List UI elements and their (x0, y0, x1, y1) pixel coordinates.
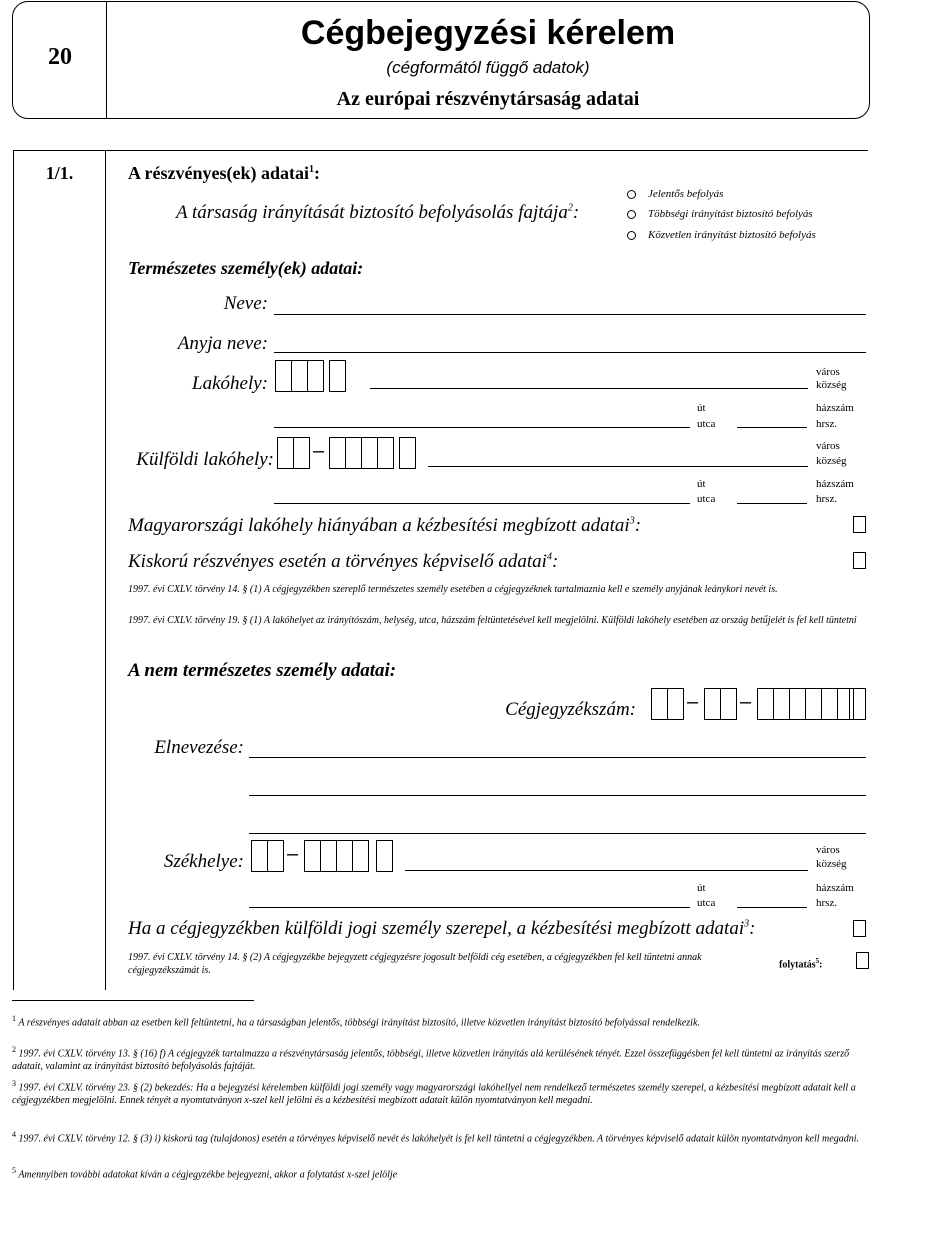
regno-serial-3[interactable] (789, 688, 806, 720)
residence-houseno-label: házszám (816, 402, 854, 414)
footnote-1-text: A részvényes adatait abban az esetben kell feltüntetni, ha a társaságban jelentős, többségi irányítást biztosító, illetve közvetlen irányítást biztosító befolyással rendelkezik. (18, 1017, 700, 1029)
section-number: 1/1. (45, 163, 74, 183)
legal-name-label: Elnevezése: (154, 737, 244, 758)
footnote-1 (12, 1012, 872, 1029)
seat-postcode-1[interactable] (251, 840, 268, 872)
residence-label: Lakóhely: (192, 373, 268, 394)
foreign-postcode-1[interactable] (329, 437, 346, 469)
mother-field[interactable] (274, 352, 866, 353)
residence-street-label: utca (697, 418, 716, 430)
foreign-houseno-field[interactable] (737, 503, 807, 504)
legal-note: 1997. évi CXLV. törvény 14. § (2) A cégjegyzékbe bejegyzett cégjegyzésre jogosult belföldi cég esetében, a cégjegyzékben fel kell tüntetni annak cégjegyzékszámát is. (128, 952, 702, 976)
section-heading-sup: 1 (308, 164, 314, 175)
regno-label: Cégjegyzékszám: (505, 699, 636, 720)
agent-label-sup: 3 (629, 515, 635, 527)
radio-majority-label: Többségi irányítást biztosító befolyás (648, 208, 813, 220)
seat-street-field[interactable] (249, 907, 690, 908)
residence-postcode-1[interactable] (275, 360, 292, 392)
regno-dash-1: – (687, 691, 699, 713)
seat-postcode-6[interactable] (352, 840, 369, 872)
footnote-4-text: 1997. évi CXLV. törvény 12. § (3) i) kiskorú tag (tulajdonos) esetén a törvényes képviselő nevét és lakóhelyét is fel kell tüntetni a cégjegyzékben. A törvényes képviselő adatait külön nyomtatványon kell megadni. (18, 1133, 859, 1145)
continuation-label-sup: 5 (815, 957, 820, 965)
seat-street-label: utca (697, 897, 716, 909)
legal-name-field-3[interactable] (249, 833, 866, 834)
radio-significant[interactable] (627, 190, 636, 199)
agent-checkbox[interactable] (853, 516, 866, 533)
natural-note: 1997. évi CXLV. törvény 14. § (1) A cégjegyzékben szereplő természetes személy esetében a cégjegyzéknek tartalmaznia kell e személy anyjának leánykori nevét is. (128, 584, 778, 595)
seat-label: Székhelye: (163, 851, 244, 872)
foreign-agent-label-sup: 3 (744, 918, 750, 930)
foreign-postcode-5[interactable] (399, 437, 416, 469)
residence-postcode-4[interactable] (329, 360, 346, 392)
foreign-residence-label: Külföldi lakóhely: (136, 449, 274, 470)
legal-name-field-1[interactable] (249, 757, 866, 758)
foreign-village-label: község (816, 455, 847, 467)
radio-direct-label: Közvetlen irányítást biztosító befolyás (648, 229, 816, 241)
seat-road-label: út (697, 882, 706, 894)
seat-postcode-2[interactable] (267, 840, 284, 872)
regno-court-2[interactable] (667, 688, 684, 720)
footnote-1-num: 1 (12, 1014, 16, 1023)
seat-dash: – (287, 843, 299, 865)
seat-postcode-3[interactable] (304, 840, 321, 872)
page-number: 20 (48, 44, 72, 70)
name-label: Neve: (223, 293, 268, 314)
left-column-border (13, 150, 106, 990)
page-title: Cégbejegyzési kérelem (300, 14, 676, 52)
continuation-label-text: folytatás (779, 959, 816, 971)
footnote-4 (12, 1128, 872, 1145)
residence-city-label: város (816, 366, 840, 378)
seat-houseno-label: házszám (816, 882, 854, 894)
foreign-dash: – (313, 440, 325, 462)
seat-postcode-7[interactable] (376, 840, 393, 872)
regno-serial-7[interactable] (849, 688, 866, 720)
legal-heading: A nem természetes személy adatai: (128, 660, 397, 681)
regno-serial-4[interactable] (805, 688, 822, 720)
control-question-text: A társaság irányítását biztosító befolyásolás fajtája (176, 202, 568, 223)
foreign-lot-label: hrsz. (816, 493, 838, 505)
foreign-country-1[interactable] (277, 437, 294, 469)
seat-city-field[interactable] (405, 870, 808, 871)
continuation-checkbox[interactable] (856, 952, 869, 969)
radio-significant-label: Jelentős befolyás (648, 188, 724, 200)
legal-name-field-2[interactable] (249, 795, 866, 796)
section-heading: A részvényes(ek) adatai$^1$: (128, 163, 320, 183)
footnote-3-text: 1997. évi CXLV. törvény 23. § (2) bekezdés: Ha a bejegyzési kérelemben külföldi jogi személy vagy magyarországi lakóhellyel nem rendelkező természetes személy szerepel, a kézbesítési megbízott adatait kell a cégjegyzékben megjelölni. Ennek tényét a nyomtatványon x-szel kell jelölni és a kézbesítési megbízott adatait külön nyomtatványon kell megadni. (12, 1082, 856, 1107)
residence-village-label: község (816, 379, 847, 391)
footnote-2-text: 1997. évi CXLV. törvény 13. § (16) f) A cégjegyzék tartalmazza a részvénytársaság jelentős, többségi, illetve közvetlen irányítás alá kerülésének tényét. Ezzel összefüggésben fel kell tüntetni az irányítás szerző adatait, valamint az irányítást biztosító befolyásolás fajtáját. (12, 1048, 850, 1073)
seat-lot-label: hrsz. (816, 897, 838, 909)
footnote-3-num: 3 (12, 1079, 16, 1088)
name-field[interactable] (274, 314, 866, 315)
natural-heading: Természetes személy(ek) adatai: (128, 258, 364, 278)
top-border (105, 150, 868, 151)
agent-label-text: Magyarországi lakóhely hiányában a kézbesítési megbízott adatai (128, 515, 630, 536)
foreign-city-label: város (816, 440, 840, 452)
residence-road-label: út (697, 402, 706, 414)
residence-lot-label: hrsz. (816, 418, 838, 430)
mother-label: Anyja neve: (177, 333, 268, 354)
footnote-5 (12, 1164, 872, 1181)
regno-serial-2[interactable] (773, 688, 790, 720)
minor-label-sup: 4 (546, 551, 552, 563)
regno-serial-1[interactable] (757, 688, 774, 720)
control-question: A társaság irányítását biztosító befolyásolás fajtája$^2$: (176, 202, 580, 223)
foreign-postcode-3[interactable] (361, 437, 378, 469)
foreign-street-field[interactable] (274, 503, 690, 504)
foreign-agent-label-text: Ha a cégjegyzékben külföldi jogi személy szerepel, a kézbesítési megbízott adatai (128, 918, 745, 939)
foreign-agent-label: Ha a cégjegyzékben külföldi jogi személy szerepel, a kézbesítési megbízott adatai$^3$: (128, 918, 756, 939)
control-question-sup: 2 (567, 202, 573, 214)
foreign-houseno-label: házszám (816, 478, 854, 490)
footnote-separator (12, 1000, 254, 1001)
footnote-2 (12, 1043, 872, 1073)
section-heading-text: A részvényes(ek) adatai (128, 163, 309, 183)
seat-city-label: város (816, 844, 840, 856)
regno-form-1[interactable] (704, 688, 721, 720)
foreign-street-label: utca (697, 493, 716, 505)
residence-street-field[interactable] (274, 427, 690, 428)
foreign-postcode-4[interactable] (377, 437, 394, 469)
regno-dash-2: – (740, 691, 752, 713)
page-subtitle: (cégformától függő adatok) (386, 58, 590, 77)
seat-village-label: község (816, 858, 847, 870)
agent-label: Magyarországi lakóhely hiányában a kézbesítési megbízott adatai$^3$: (128, 515, 642, 536)
footnote-3 (12, 1077, 872, 1107)
footnote-2-num: 2 (12, 1045, 16, 1054)
residence-postcode-2[interactable] (291, 360, 308, 392)
residence-city-field[interactable] (370, 388, 808, 389)
seat-postcode-5[interactable] (336, 840, 353, 872)
footnote-5-num: 5 (12, 1166, 16, 1175)
foreign-city-field[interactable] (428, 466, 808, 467)
radio-direct[interactable] (627, 231, 636, 240)
seat-postcode-4[interactable] (320, 840, 337, 872)
foreign-road-label: út (697, 478, 706, 490)
minor-checkbox[interactable] (853, 552, 866, 569)
foreign-country-2[interactable] (293, 437, 310, 469)
section-title: Az európai részvénytársaság adatai (336, 88, 640, 110)
residence-postcode-3[interactable] (307, 360, 324, 392)
radio-majority[interactable] (627, 210, 636, 219)
minor-label-text: Kiskorú részvényes esetén a törvényes képviselő adatai (128, 551, 547, 572)
minor-label: Kiskorú részvényes esetén a törvényes képviselő adatai$^4$: (128, 551, 559, 572)
foreign-agent-checkbox[interactable] (853, 920, 866, 937)
footnote-4-num: 4 (12, 1130, 16, 1139)
seat-houseno-field[interactable] (737, 907, 807, 908)
foreign-postcode-2[interactable] (345, 437, 362, 469)
continuation-label: folytatás$^5$: (779, 957, 823, 971)
footnote-5-text: Amennyiben további adatokat kíván a cégjegyzékbe bejegyezni, akkor a folytatást x-szel jelölje (18, 1169, 398, 1181)
natural-note-2: 1997. évi CXLV. törvény 19. § (1) A lakóhelyet az irányítószám, helység, utca, házszám feltüntetésével kell megjelölni. Külföldi lakóhely esetében az ország betűjelét is fel kell tüntetni (128, 615, 857, 626)
regno-serial-5[interactable] (821, 688, 838, 720)
residence-houseno-field[interactable] (737, 427, 807, 428)
regno-form-2[interactable] (720, 688, 737, 720)
regno-court-1[interactable] (651, 688, 668, 720)
